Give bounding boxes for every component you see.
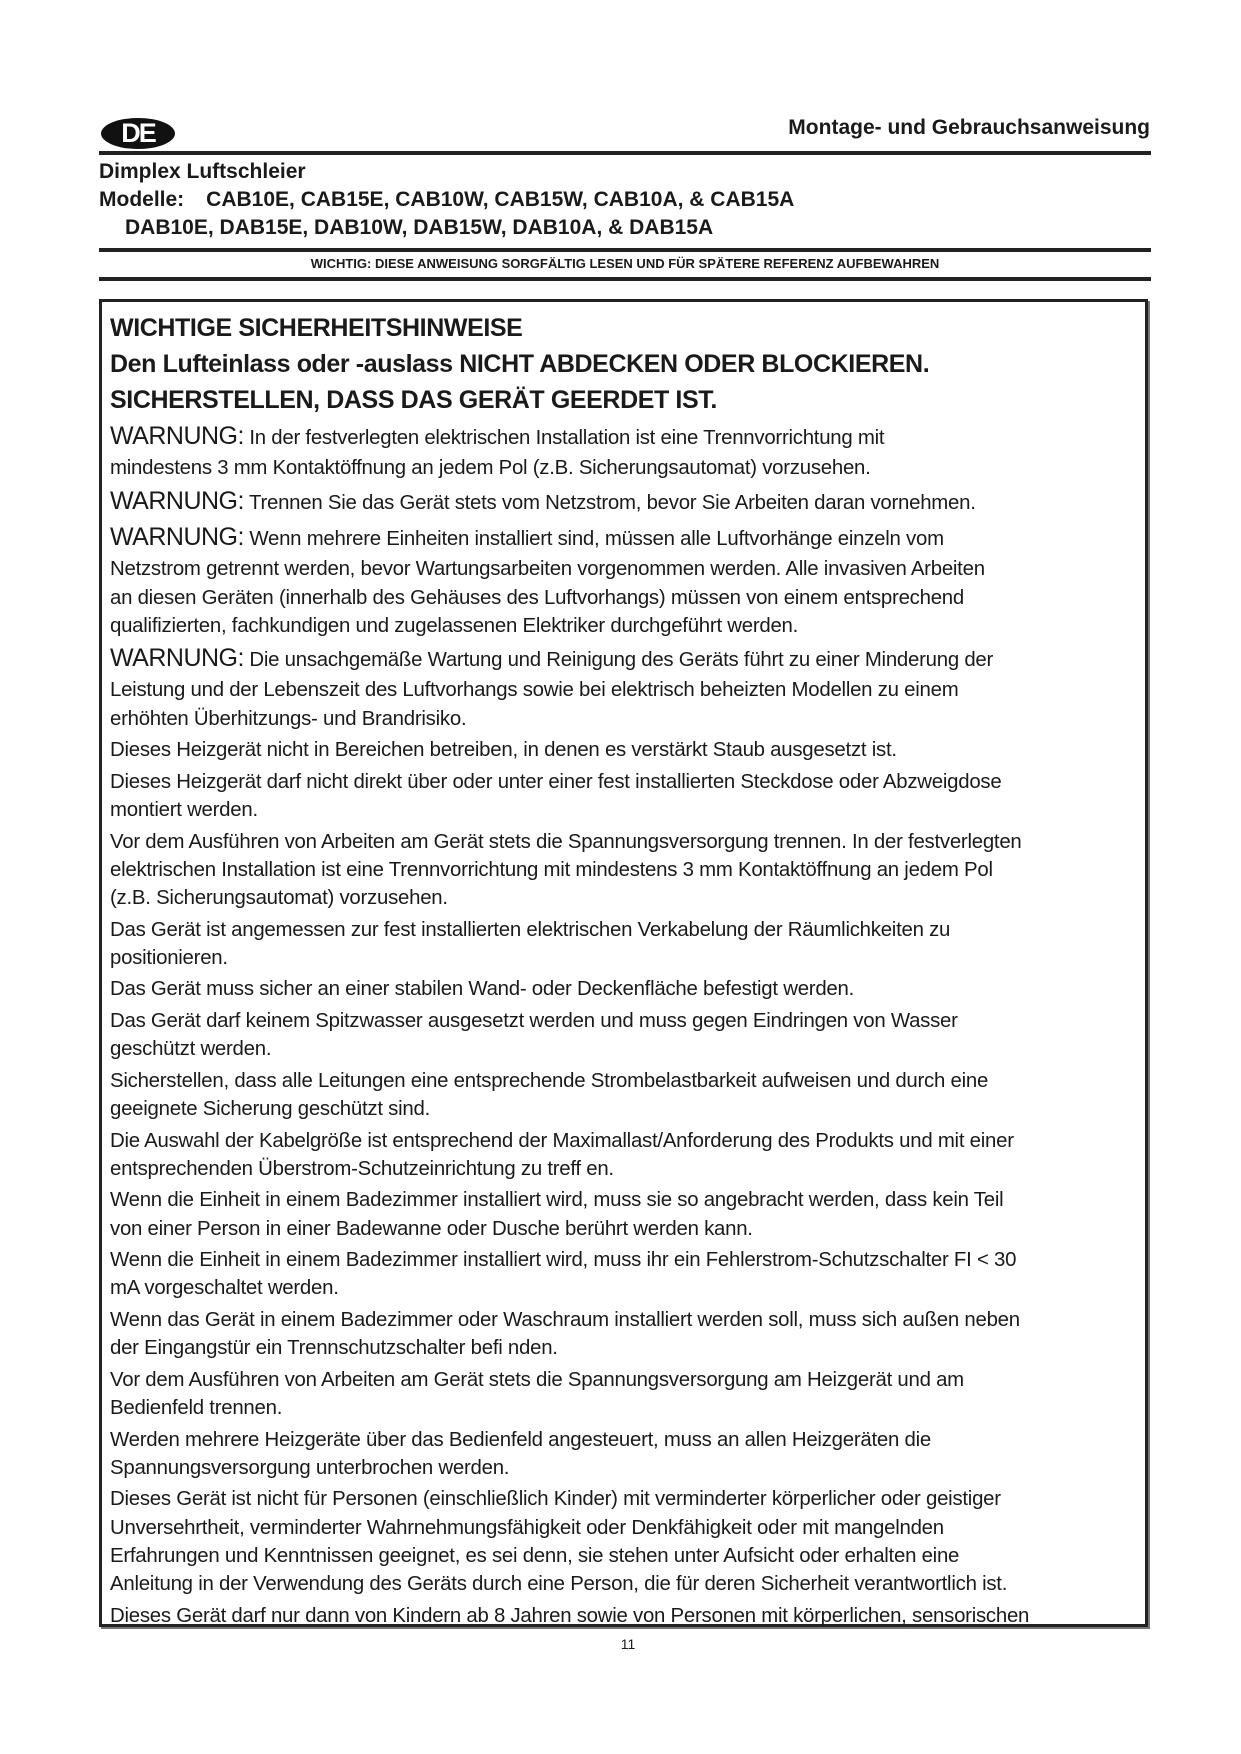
warning-label: WARNUNG: xyxy=(110,523,244,552)
warning-text: Trennen Sie das Gerät stets vom Netzstrom, bevor Sie Arbeiten daran vornehmen. xyxy=(249,491,976,514)
text-line: montiert werden. xyxy=(110,798,258,821)
safety-box xyxy=(99,299,1148,1627)
text-line: Netzstrom getrennt werden, bevor Wartungsarbeiten vorgenommen werden. Alle invasiven Arbeiten xyxy=(110,558,985,581)
safety-paragraph xyxy=(110,828,1141,913)
warning-label: WARNUNG: xyxy=(110,644,244,673)
warning-text: In der festverlegten elektrischen Installation ist eine Trennvorrichtung mit xyxy=(249,427,885,450)
safety-paragraph xyxy=(110,1007,1141,1063)
models-line-1 xyxy=(99,188,794,212)
safety-paragraph xyxy=(110,975,1141,1003)
warning-paragraph xyxy=(110,643,1141,732)
text-line: Das Gerät darf keinem Spitzwasser ausgesetzt werden und muss gegen Eindringen von Wasser xyxy=(110,1009,958,1032)
safety-paragraph xyxy=(110,1366,1141,1422)
text-line: Spannungsversorgung unterbrochen werden. xyxy=(110,1456,510,1479)
text-line: (z.B. Sicherungsautomat) vorzusehen. xyxy=(110,886,448,909)
text-line: Das Gerät ist angemessen zur fest installierten elektrischen Verkabelung der Räumlichkeiten zu xyxy=(110,918,951,941)
safety-paragraph xyxy=(110,1602,1141,1630)
page-number: 11 xyxy=(620,1636,636,1652)
safety-paragraph xyxy=(110,1485,1141,1598)
models-label: Modelle: xyxy=(99,188,185,211)
text-line: Die Auswahl der Kabelgröße ist entsprechend der Maximallast/Anforderung des Produkts und mit einer xyxy=(110,1129,1014,1152)
text-line: Wenn das Gerät in einem Badezimmer oder Waschraum installiert werden soll, muss sich außen neben xyxy=(110,1308,1020,1331)
text-line: Leistung und der Lebenszeit des Luftvorhangs sowie bei elektrisch beheizten Modellen zu einem xyxy=(110,679,959,702)
safety-paragraph xyxy=(110,1306,1141,1362)
warning-paragraph xyxy=(110,421,1141,482)
text-line: positionieren. xyxy=(110,946,228,969)
text-line: Dieses Heizgerät nicht in Bereichen betreiben, in denen es verstärkt Staub ausgesetzt ist. xyxy=(110,739,897,762)
text-line: geeignete Sicherung geschützt sind. xyxy=(110,1097,430,1120)
divider xyxy=(99,248,1151,252)
text-line: von einer Person in einer Badewanne oder Dusche berührt werden kann. xyxy=(110,1217,753,1240)
text-line: der Eingangstür ein Trennschutzschalter befi nden. xyxy=(110,1337,558,1360)
text-line: Anleitung in der Verwendung des Geräts durch eine Person, die für deren Sicherheit verantwortlich ist. xyxy=(110,1572,1008,1595)
safety-paragraphs xyxy=(110,736,1141,1630)
models-line-2: DAB10E, DAB15E, DAB10W, DAB15W, DAB10A, & DAB15A xyxy=(125,216,714,239)
text-line: Wenn die Einheit in einem Badezimmer installiert wird, muss ihr ein Fehlerstrom-Schutzschalter FI < 30 xyxy=(110,1249,1017,1272)
text-line: an diesen Geräten (innerhalb des Gehäuses des Luftvorhangs) müssen von einem entsprechend xyxy=(110,586,964,609)
safety-paragraph xyxy=(110,768,1141,824)
safety-paragraph xyxy=(110,1246,1141,1302)
warning-paragraph xyxy=(110,486,1141,519)
safety-paragraph xyxy=(110,1067,1141,1123)
warning-label: WARNUNG: xyxy=(110,486,244,515)
warning-text: Wenn mehrere Einheiten installiert sind, müssen alle Luftvorhänge einzeln vom xyxy=(249,528,944,551)
text-line: Erfahrungen und Kenntnissen geeignet, es sei denn, sie stehen unter Aufsicht oder erhalten eine xyxy=(110,1544,960,1567)
warning-text: Die unsachgemäße Wartung und Reinigung des Geräts führt zu einer Minderung der xyxy=(249,649,994,672)
document-title: Montage- und Gebrauchsanweisung xyxy=(788,116,1150,139)
text-line xyxy=(110,486,1141,519)
text-line: Das Gerät muss sicher an einer stabilen Wand- oder Deckenfläche befestigt werden. xyxy=(110,978,855,1001)
warnings xyxy=(110,421,1141,732)
important-notice: WICHTIG: DIESE ANWEISUNG SORGFÄLTIG LESEN UND FÜR SPÄTERE REFERENZ AUFBEWAHREN xyxy=(310,256,940,271)
safety-paragraph xyxy=(110,916,1141,972)
safety-subtitle-2: SICHERSTELLEN, DASS DAS GERÄT GEERDET IST. xyxy=(110,386,717,414)
text-line: Dieses Gerät ist nicht für Personen (einschließlich Kinder) mit verminderter körperlicher oder geistiger xyxy=(110,1488,1001,1511)
text-line: Unversehrtheit, verminderter Wahrnehmungsfähigkeit oder Denkfähigkeit oder mit mangelnden xyxy=(110,1516,944,1539)
text-line: Vor dem Ausführen von Arbeiten am Gerät stets die Spannungsversorgung trennen. In der festverlegten xyxy=(110,830,1022,853)
safety-title: WICHTIGE SICHERHEITSHINWEISE xyxy=(110,314,523,342)
warning-paragraph xyxy=(110,522,1141,640)
text-line: Bedienfeld trennen. xyxy=(110,1396,283,1419)
divider xyxy=(99,151,1151,155)
text-line: Dieses Heizgerät darf nicht direkt über oder unter einer fest installierten Steckdose oder Abzweigdose xyxy=(110,770,1002,793)
text-line: erhöhten Überhitzungs- und Brandrisiko. xyxy=(110,707,467,730)
safety-paragraph xyxy=(110,1426,1141,1482)
safety-subtitle-1: Den Lufteinlass oder -auslass NICHT ABDECKEN ODER BLOCKIEREN. xyxy=(110,350,930,378)
text-line: mA vorgeschaltet werden. xyxy=(110,1277,339,1300)
safety-paragraph xyxy=(110,1127,1141,1183)
text-line: Dieses Gerät darf nur dann von Kindern ab 8 Jahren sowie von Personen mit körperlichen, sensorischen xyxy=(110,1604,1030,1627)
text-line: entsprechenden Überstrom-Schutzeinrichtung zu treff en. xyxy=(110,1157,614,1180)
safety-paragraph xyxy=(110,736,1141,764)
text-line: geschützt werden. xyxy=(110,1038,272,1061)
text-line: Vor dem Ausführen von Arbeiten am Gerät stets die Spannungsversorgung am Heizgerät und am xyxy=(110,1368,964,1391)
models-list-1: CAB10E, CAB15E, CAB10W, CAB15W, CAB10A, & CAB15A xyxy=(206,188,795,211)
text-line: mindestens 3 mm Kontaktöffnung an jedem Pol (z.B. Sicherungsautomat) vorzusehen. xyxy=(110,457,871,480)
safety-paragraph xyxy=(110,1186,1141,1242)
text-line: Sicherstellen, dass alle Leitungen eine entsprechende Strombelastbarkeit aufweisen und durch eine xyxy=(110,1069,989,1092)
text-line: elektrischen Installation ist eine Trennvorrichtung mit mindestens 3 mm Kontaktöffnung an jedem Pol xyxy=(110,858,993,881)
text-line xyxy=(110,421,1141,454)
text-line xyxy=(110,643,1141,676)
language-badge: DE xyxy=(101,118,175,149)
warning-label: WARNUNG: xyxy=(110,422,244,451)
text-line: Werden mehrere Heizgeräte über das Bedienfeld angesteuert, muss an allen Heizgeräten die xyxy=(110,1428,931,1451)
text-line xyxy=(110,522,1141,555)
product-name: Dimplex Luftschleier xyxy=(99,160,306,183)
text-line: Wenn die Einheit in einem Badezimmer installiert wird, muss sie so angebracht werden, dass kein Teil xyxy=(110,1189,1004,1212)
text-line: qualifizierten, fachkundigen und zugelassenen Elektriker durchgeführt werden. xyxy=(110,614,799,637)
divider xyxy=(99,277,1151,281)
